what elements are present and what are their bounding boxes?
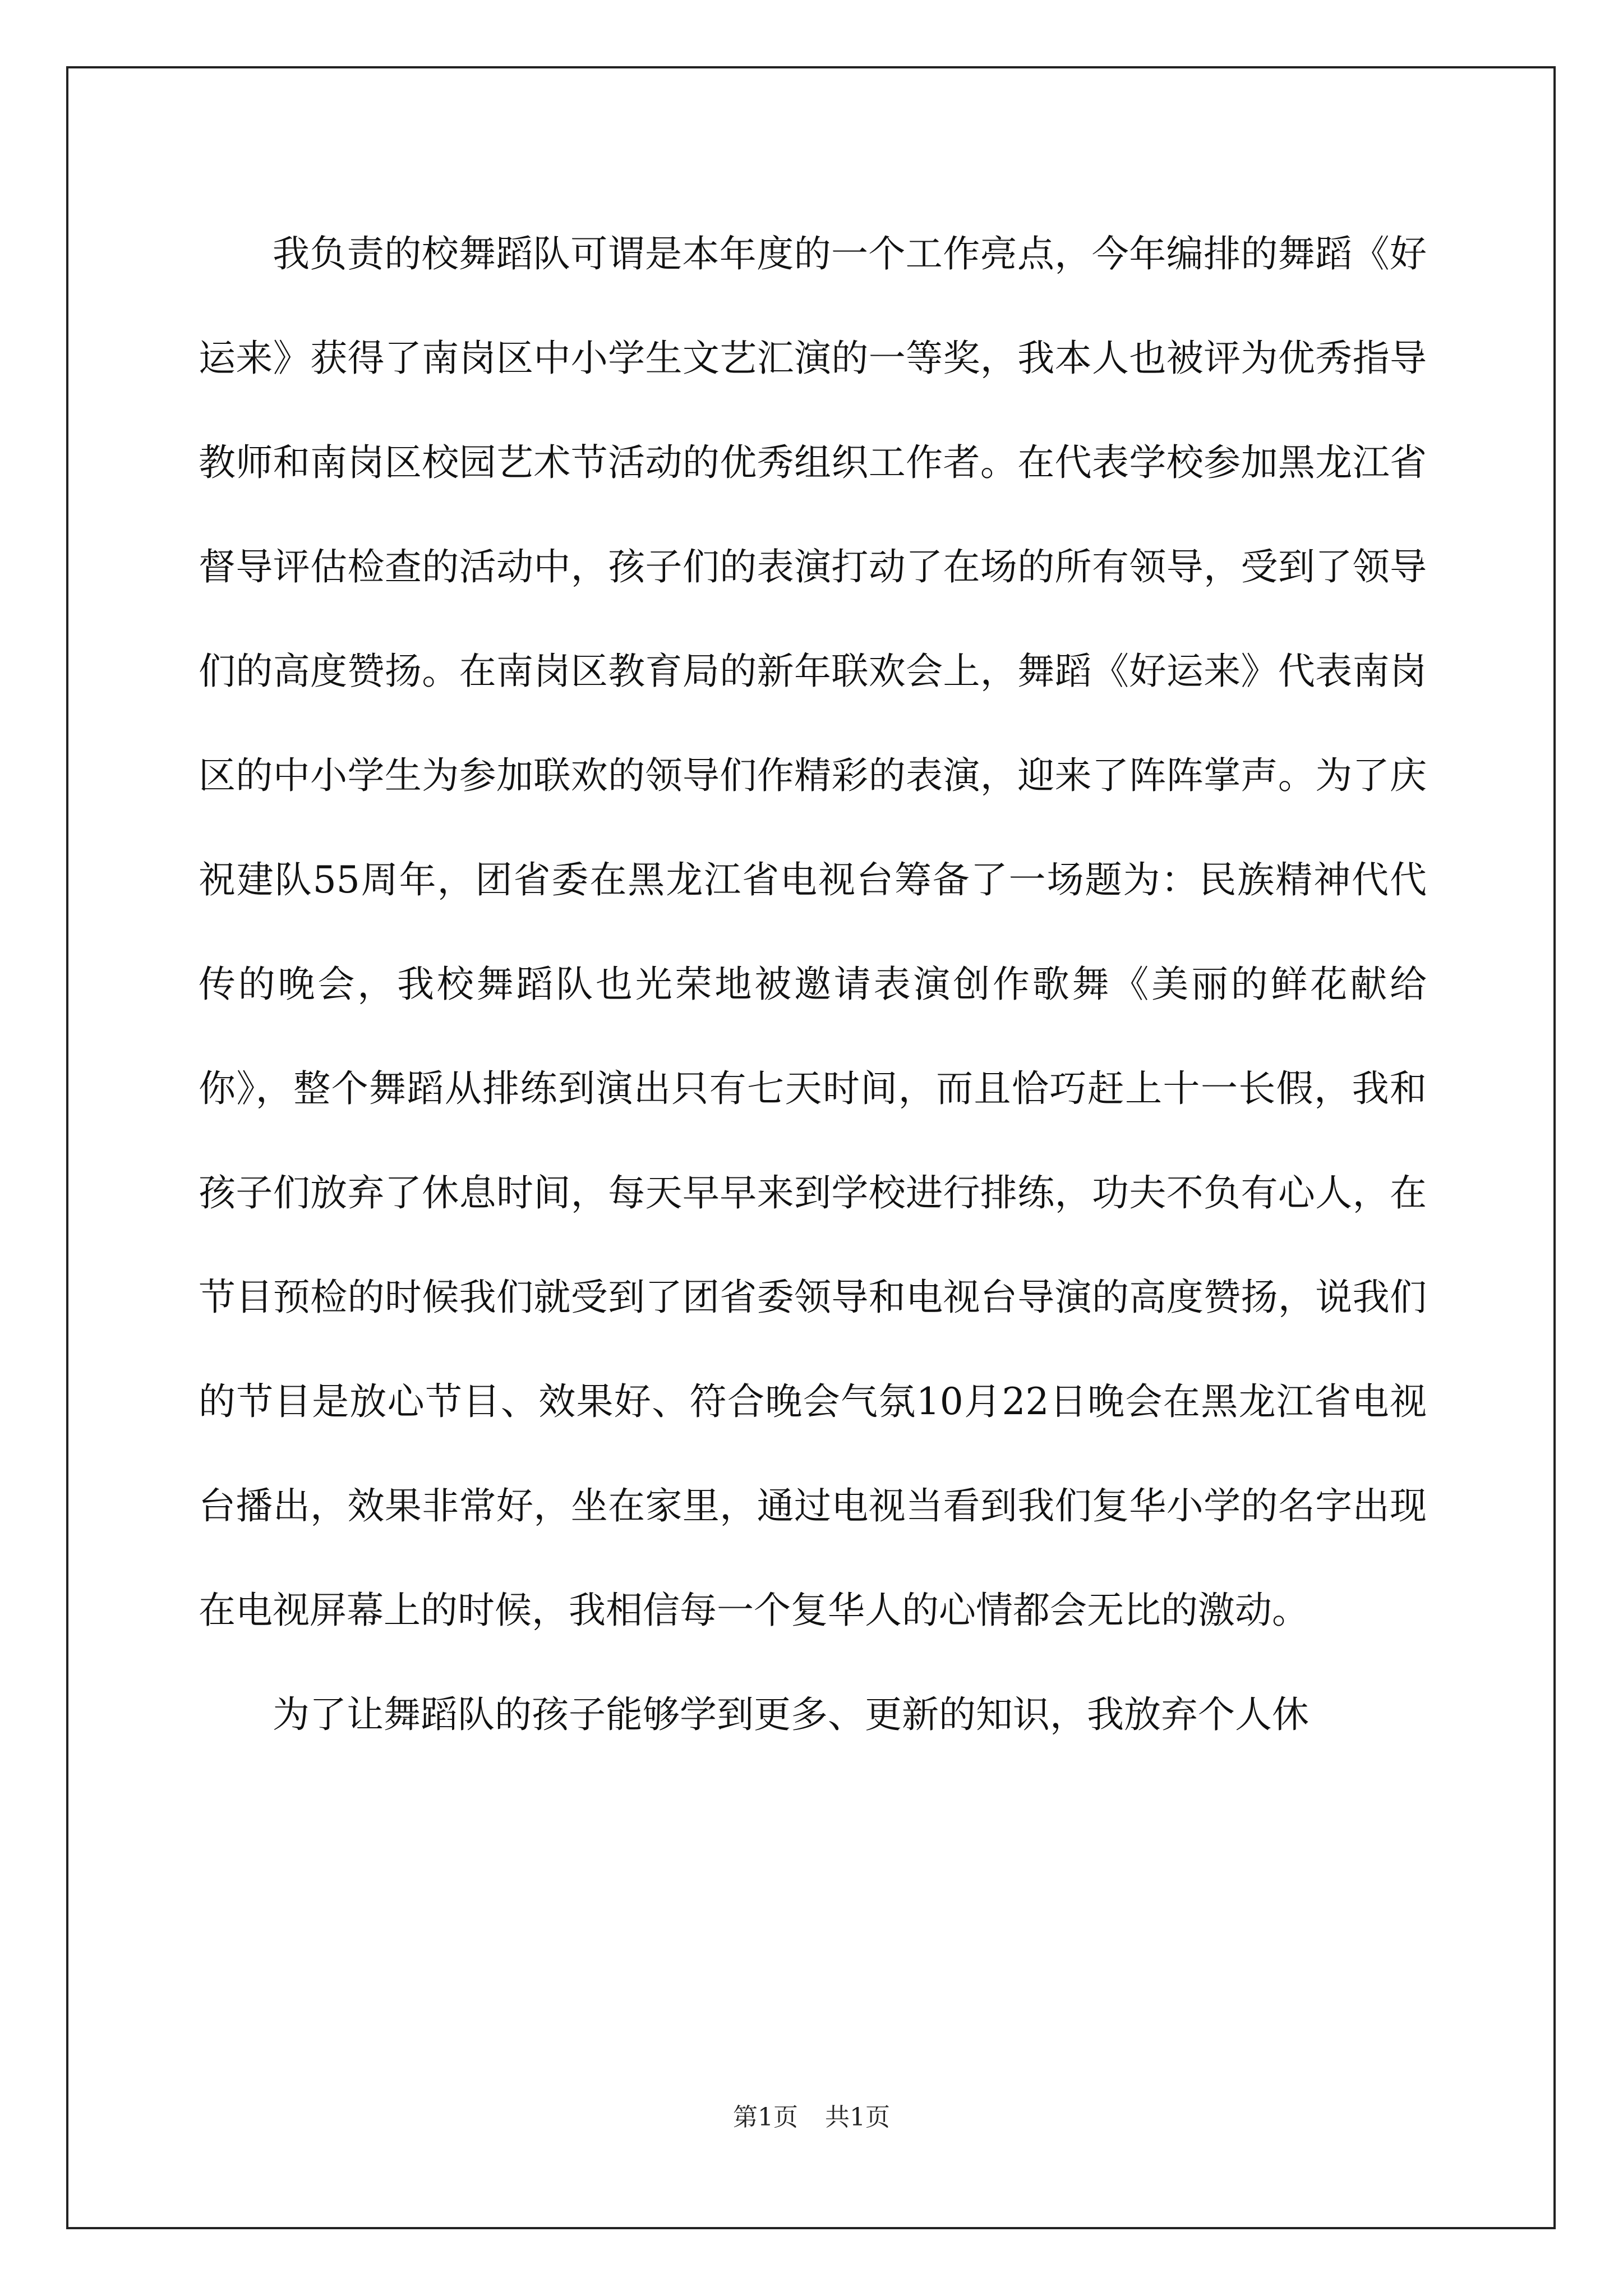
paragraph-1: 我负责的校舞蹈队可谓是本年度的一个工作亮点，今年编排的舞蹈《好运来》获得了南岗区中小学生文艺汇演的一等奖，我本人也被评为优秀指导教师和南岗区校园艺术节活动的优秀组织工作者。在代表学校参加黑龙江省督导评估检查的活动中，孩子们的表演打动了在场的所有领导，受到了领导们的高度赞扬。在南岗区教育局的新年联欢会上，舞蹈《好运来》代表南岗区的中小学生为参加联欢的领导们作精彩的表演，迎来了阵阵掌声。为了庆祝建队55周年，团省委在黑龙江省电视台筹备了一场题为：民族精神代代传的晚会，我校舞蹈队也光荣地被邀请表演创作歌舞《美丽的鲜花献给你》，整个舞蹈从排练到演出只有七天时间，而且恰巧赶上十一长假，我和孩子们放弃了休息时间，每天早早来到学校进行排练，功夫不负有心人，在节目预检的时候我们就受到了团省委领导和电视台导演的高度赞扬，说我们的节目是放心节目、效果好、符合晚会气氛10月22日晚会在黑龙江省电视台播出，效果非常好，坐在家里，通过电视当看到我们复华小学的名字出现在电视屏幕上的时候，我相信每一个复华人的心情都会无比的激动。 xyxy=(199,232,1427,1632)
page-footer xyxy=(0,2101,1623,2134)
document-body xyxy=(199,202,1427,1767)
paragraph-2: 为了让舞蹈队的孩子能够学到更多、更新的知识，我放弃个人休 xyxy=(273,1693,1309,1736)
page-total: 共1页 xyxy=(825,2103,890,2132)
page-number: 第1页 xyxy=(733,2103,798,2132)
